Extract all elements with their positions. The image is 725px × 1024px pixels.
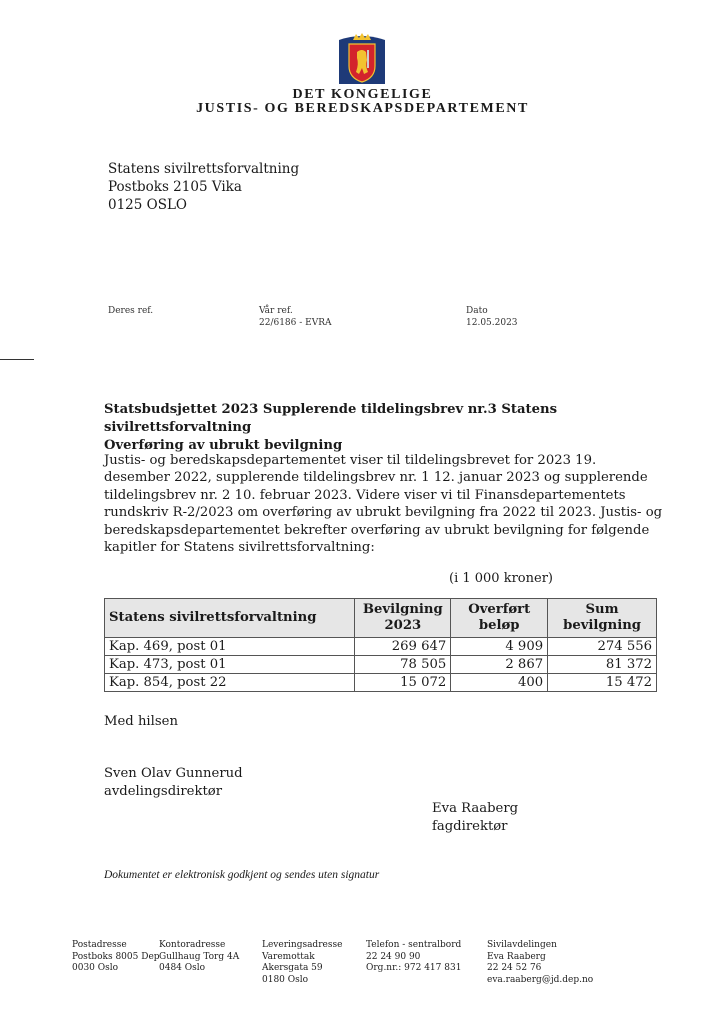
header-cell: Bevilgning 2023 [355,599,451,638]
signer1-name: Sven Olav Gunnerud [104,766,243,781]
footer-avdeling [487,940,593,986]
signature-block-1 [104,765,243,801]
footer-label: Kontoradresse [159,940,226,950]
footer-line: 22 24 52 76 [487,963,542,973]
table-row [105,674,657,692]
subject [104,401,664,455]
footer-label: Postadresse [72,940,127,950]
body-paragraph: Justis- og beredskapsdepartementet viser til tildelingsbrevet for 2023 19. desember 2022, supplerende tildelingsbrev nr. 1 12. januar 2023 og supplerende tildelingsbrev nr. 2 10. februar 2023. Videre viser vi til Finansdepartementets rundskriv R-2/2023 om overføring av ubrukt bevilgning fra 2022 til 2023. Justis- og beredskapsdepartementet bekrefter overføring av ubrukt bevilgning for følgende kapitler for Statens sivilrettsforvaltning: [104,453,663,556]
subject-line2: Overføring av ubrukt bevilgning [104,438,343,453]
recipient-address [108,160,299,214]
ministry-name-line1: DET KONGELIGE [292,87,433,102]
subject-line1: Statsbudsjettet 2023 Supplerende tildelingsbrev nr.3 Statens sivilrettsforvaltning [104,402,558,435]
table-row [105,656,657,674]
footer-postadresse [72,940,160,975]
table-cell: 78 505 [355,656,451,674]
fold-mark [0,359,34,360]
table-header-row [105,599,657,638]
table-unit-note: (i 1 000 kroner) [449,571,553,586]
table-cell: 81 372 [548,656,657,674]
table-row [105,638,657,656]
coat-of-arms-icon [335,30,389,86]
footer-line: Gullhaug Torg 4A [159,951,240,962]
greeting: Med hilsen [104,714,178,729]
header-cell: Overført beløp [451,599,548,638]
budget-table [104,598,657,692]
footer-label: Telefon - sentralbord [366,940,462,950]
table-cell: 400 [451,674,548,692]
footer-label: Sivilavdelingen [487,940,557,950]
footer-line: 0180 Oslo [262,974,309,985]
recipient-name: Statens sivilrettsforvaltning [108,161,300,177]
deres-ref-label: Deres ref. [108,306,154,316]
footer-line: 0030 Oslo [72,963,119,973]
table-cell: Kap. 473, post 01 [105,656,355,674]
footer-leveringsadresse [262,940,342,986]
footer-kontoradresse [159,940,239,975]
recipient-street: Postboks 2105 Vika [108,179,242,195]
signer2-name: Eva Raaberg [432,801,519,816]
var-ref-value: 22/6186 - EVRA [259,318,332,328]
table-cell: 274 556 [548,638,657,656]
recipient-postal: 0125 OSLO [108,197,187,213]
footer-telefon [366,940,461,975]
table-cell: 15 072 [355,674,451,692]
signer1-title: avdelingsdirektør [104,784,222,799]
ministry-name-line2: JUSTIS- OG BEREDSKAPSDEPARTEMENT [196,101,529,116]
signature-block-2 [432,800,518,836]
table-cell: 4 909 [451,638,548,656]
date-value: 12.05.2023 [466,318,518,328]
footer-line: Postboks 8005 Dep [72,951,160,962]
table-cell: 269 647 [355,638,451,656]
footer-label: Leveringsadresse [262,940,343,950]
footer-line: 0484 Oslo [159,963,206,973]
footer-email[interactable]: eva.raaberg@jd.dep.no [487,974,594,985]
signature-disclaimer: Dokumentet er elektronisk godkjent og sendes uten signatur [104,869,380,881]
var-ref-label: Vår ref. [259,306,293,316]
footer-line: Eva Raaberg [487,951,546,962]
signer2-title: fagdirektør [432,819,508,834]
footer-line: Org.nr.: 972 417 831 [366,963,462,973]
footer-line: 22 24 90 90 [366,951,421,962]
footer-line: Akersgata 59 [262,963,323,973]
header-cell: Statens sivilrettsforvaltning [105,599,355,638]
header-cell: Sum bevilgning [548,599,657,638]
footer-line: Varemottak [262,951,315,962]
table-cell: Kap. 854, post 22 [105,674,355,692]
table-cell: Kap. 469, post 01 [105,638,355,656]
table-cell: 15 472 [548,674,657,692]
table-cell: 2 867 [451,656,548,674]
date-label: Dato [466,306,488,316]
